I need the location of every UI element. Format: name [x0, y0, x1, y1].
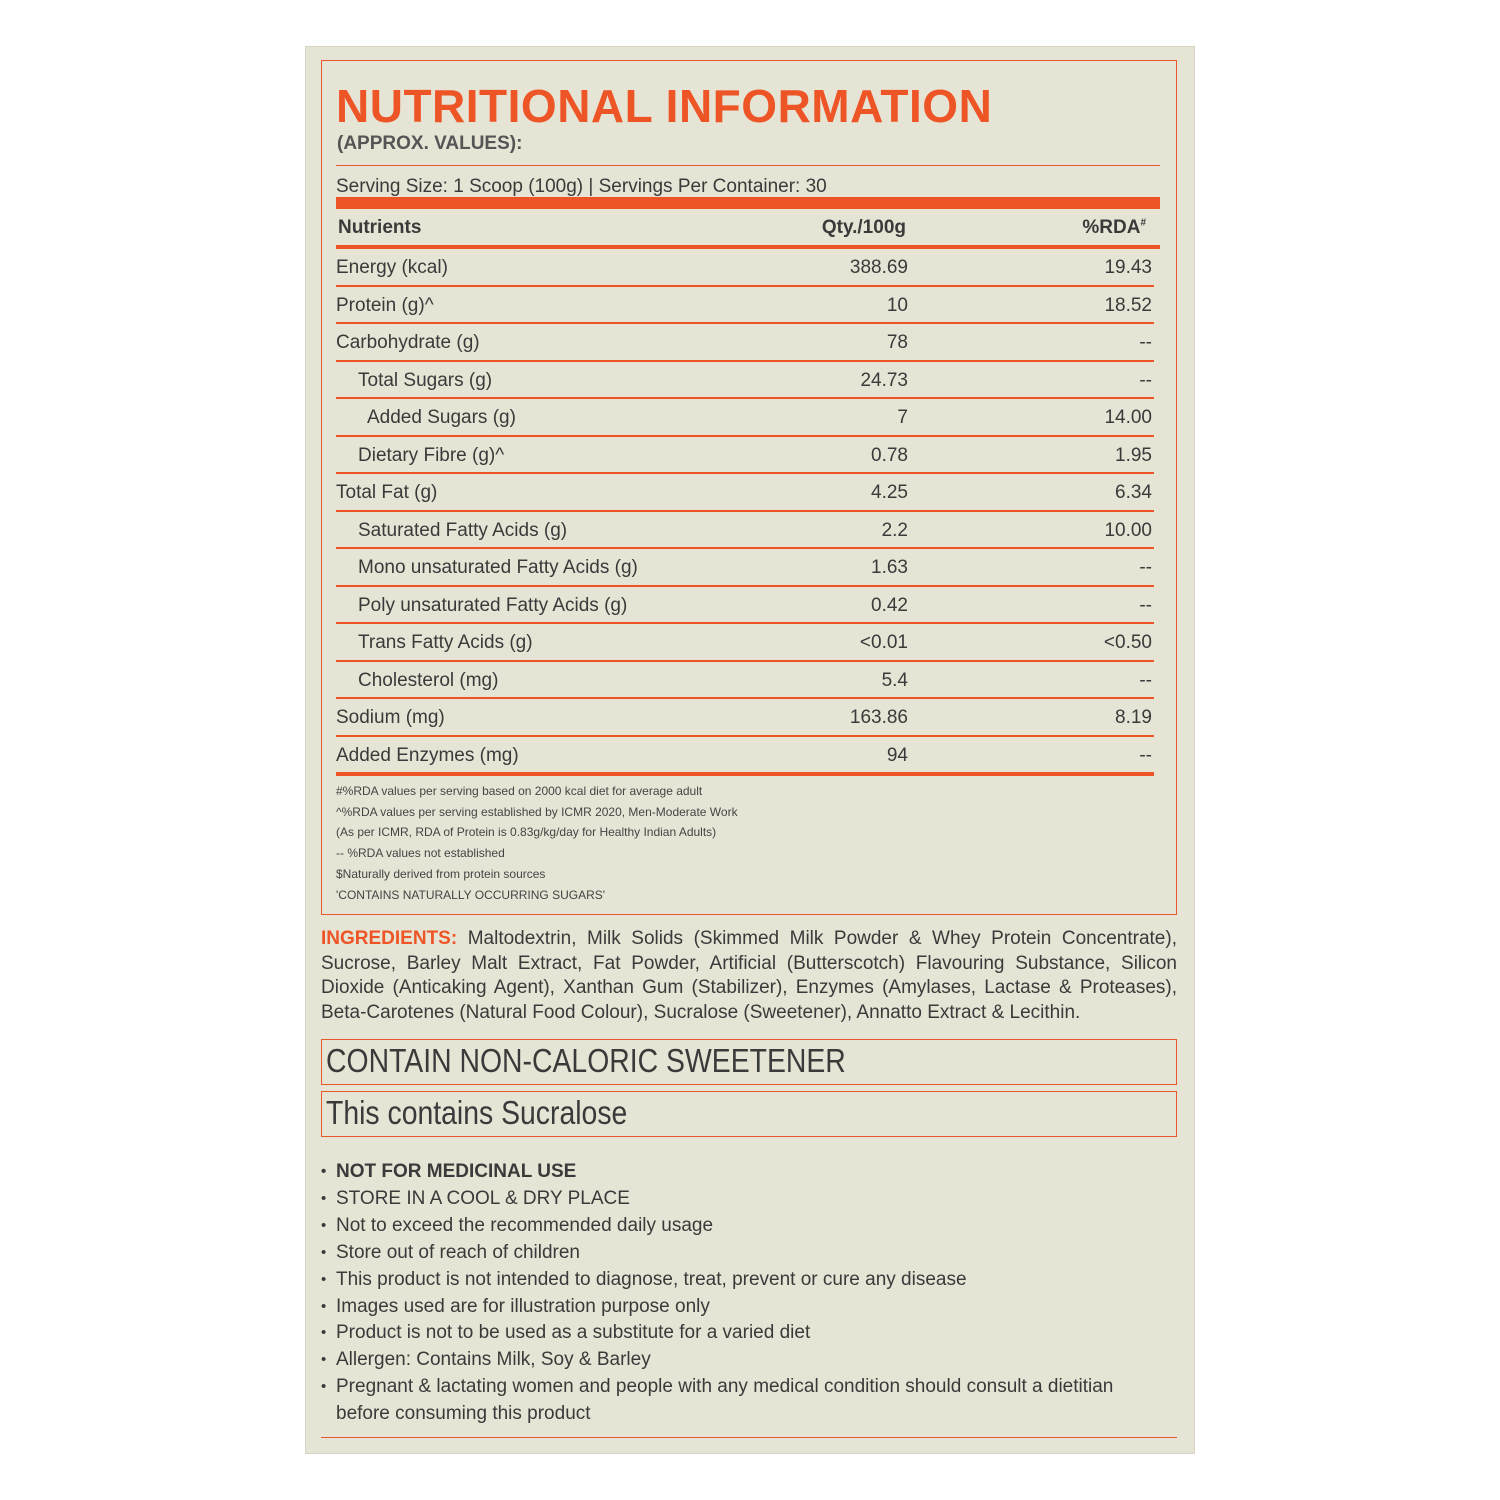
- nutrient-qty: 388.69: [849, 257, 908, 278]
- nutrient-qty: 5.4: [881, 669, 908, 691]
- nutrient-rda: 10.00: [1104, 519, 1152, 541]
- nutrient-name: Saturated Fatty Acids (g): [358, 519, 568, 541]
- table-row: [336, 737, 1154, 777]
- ingredients: [321, 927, 1177, 1025]
- nutrient-qty: 1.63: [871, 557, 908, 578]
- subtitle: (APPROX. VALUES):: [337, 133, 523, 154]
- warnings-list: [321, 1159, 1171, 1428]
- nutrient-rda: 14.00: [1104, 407, 1152, 428]
- table-row: [336, 662, 1154, 700]
- serving-info: Serving Size: 1 Scoop (100g) | Servings Per Container: 30: [336, 176, 827, 197]
- list-item: • STORE IN A COOL & DRY PLACE: [321, 1186, 1171, 1213]
- nutrient-rda: 1.95: [1115, 444, 1152, 466]
- table-row: [336, 512, 1154, 550]
- table-row: [336, 249, 1154, 287]
- nutrient-name: Dietary Fibre (g)^: [358, 444, 505, 466]
- thick-divider: [336, 197, 1160, 209]
- nutrient-rda: --: [1139, 369, 1152, 391]
- nutrient-name: Mono unsaturated Fatty Acids (g): [358, 557, 638, 578]
- nutrient-qty: 4.25: [871, 482, 908, 503]
- divider: [336, 165, 1160, 166]
- list-item: • This product is not intended to diagnose, treat, prevent or cure any disease: [321, 1267, 1171, 1294]
- table-row: [336, 474, 1154, 512]
- list-item: • Product is not to be used as a substitute for a varied diet: [321, 1320, 1171, 1347]
- nutrient-qty: 94: [886, 744, 908, 766]
- nutrient-name: Energy (kcal): [336, 257, 448, 278]
- table-row: [336, 287, 1154, 325]
- nutrient-rda: --: [1139, 744, 1152, 766]
- footnotes: [336, 781, 738, 905]
- sweetener-box: CONTAIN NON-CALORIC SWEETENER: [321, 1039, 1177, 1085]
- nutrient-qty: 78: [886, 332, 908, 353]
- header-rda: %RDA#: [1082, 217, 1146, 238]
- nutrient-name: Added Enzymes (mg): [336, 744, 519, 766]
- ingredients-text: Maltodextrin, Milk Solids (Skimmed Milk Powder & Whey Protein Concentrate), Sucrose, Barley Malt Extract, Fat Powder, Artificial (Butterscotch) Flavouring Substance, Silicon Dioxide (Anticaking Agent), Xanthan Gum (Stabilizer), Enzymes (Amylases, Lactase & Proteases), Beta-Carotenes (Natural Food Colour), Sucralose (Sweetener), Annatto Extract & Lecithin.: [321, 928, 1177, 1023]
- table-row: [336, 362, 1154, 400]
- table-row: [336, 699, 1154, 737]
- nutrient-rda: --: [1139, 669, 1152, 691]
- footnote: #%RDA values per serving based on 2000 kcal diet for average adult: [336, 784, 703, 798]
- footnote: 'CONTAINS NATURALLY OCCURRING SUGARS': [336, 887, 606, 902]
- label-panel: [305, 46, 1195, 1454]
- sucralose-box: This contains Sucralose: [321, 1091, 1177, 1137]
- nutrient-qty: 10: [886, 294, 908, 316]
- list-item: • NOT FOR MEDICINAL USE: [321, 1159, 1171, 1186]
- nutrient-rda: 8.19: [1115, 707, 1152, 728]
- nutrient-rda: --: [1139, 557, 1152, 578]
- nutrient-qty: 0.78: [871, 444, 908, 466]
- nutrient-qty: 2.2: [881, 519, 908, 541]
- nutrient-qty: <0.01: [859, 632, 908, 653]
- nutrient-rda: 6.34: [1115, 482, 1152, 503]
- table-row: [336, 587, 1154, 625]
- footnote: $Naturally derived from protein sources: [336, 866, 546, 881]
- nutrient-qty: 163.86: [849, 707, 908, 728]
- list-item: • Allergen: Contains Milk, Soy & Barley: [321, 1347, 1171, 1374]
- nutrient-rda: --: [1139, 594, 1152, 616]
- list-item: • Not to exceed the recommended daily usage: [321, 1213, 1171, 1240]
- footnote: -- %RDA values not established: [336, 846, 505, 861]
- table-row: [336, 549, 1154, 587]
- nutrient-rda: 19.43: [1104, 257, 1152, 278]
- table-row: [336, 324, 1154, 362]
- nutrient-name: Trans Fatty Acids (g): [358, 632, 533, 653]
- nutrient-name: Added Sugars (g): [367, 407, 516, 428]
- ingredients-label: INGREDIENTS:: [321, 928, 458, 949]
- table-header: [336, 209, 1160, 249]
- table-row: [336, 624, 1154, 662]
- nutrient-qty: 24.73: [860, 369, 908, 391]
- nutrient-rda: <0.50: [1103, 632, 1152, 653]
- table-row: [336, 399, 1154, 437]
- list-item: • Store out of reach of children: [321, 1240, 1171, 1267]
- nutrition-box: [321, 60, 1177, 915]
- nutrient-rda: 18.52: [1104, 294, 1152, 316]
- nutrient-name: Sodium (mg): [336, 707, 445, 728]
- nutrient-name: Cholesterol (mg): [358, 669, 499, 691]
- nutrient-name: Carbohydrate (g): [336, 332, 480, 353]
- list-item: • Pregnant & lactating women and people with any medical condition should consult a dietitian before consuming this product: [321, 1374, 1171, 1428]
- nutrition-table: [336, 249, 1154, 776]
- header-nutrients: Nutrients: [338, 217, 422, 238]
- nutrient-rda: --: [1139, 332, 1152, 353]
- nutrient-qty: 0.42: [871, 594, 908, 616]
- footnote: ^%RDA values per serving established by ICMR 2020, Men-Moderate Work: [336, 804, 738, 819]
- nutrient-name: Protein (g)^: [336, 294, 434, 316]
- page-title: NUTRITIONAL INFORMATION: [336, 80, 993, 132]
- nutrient-name: Total Sugars (g): [358, 369, 493, 391]
- nutrient-name: Poly unsaturated Fatty Acids (g): [358, 594, 628, 616]
- list-item: • Images used are for illustration purpose only: [321, 1294, 1171, 1321]
- footnote: (As per ICMR, RDA of Protein is 0.83g/kg/day for Healthy Indian Adults): [336, 825, 717, 840]
- bottom-divider: [321, 1437, 1177, 1438]
- nutrient-name: Total Fat (g): [336, 482, 438, 503]
- nutrient-qty: 7: [897, 407, 908, 428]
- table-row: [336, 437, 1154, 475]
- header-qty: Qty./100g: [821, 217, 906, 238]
